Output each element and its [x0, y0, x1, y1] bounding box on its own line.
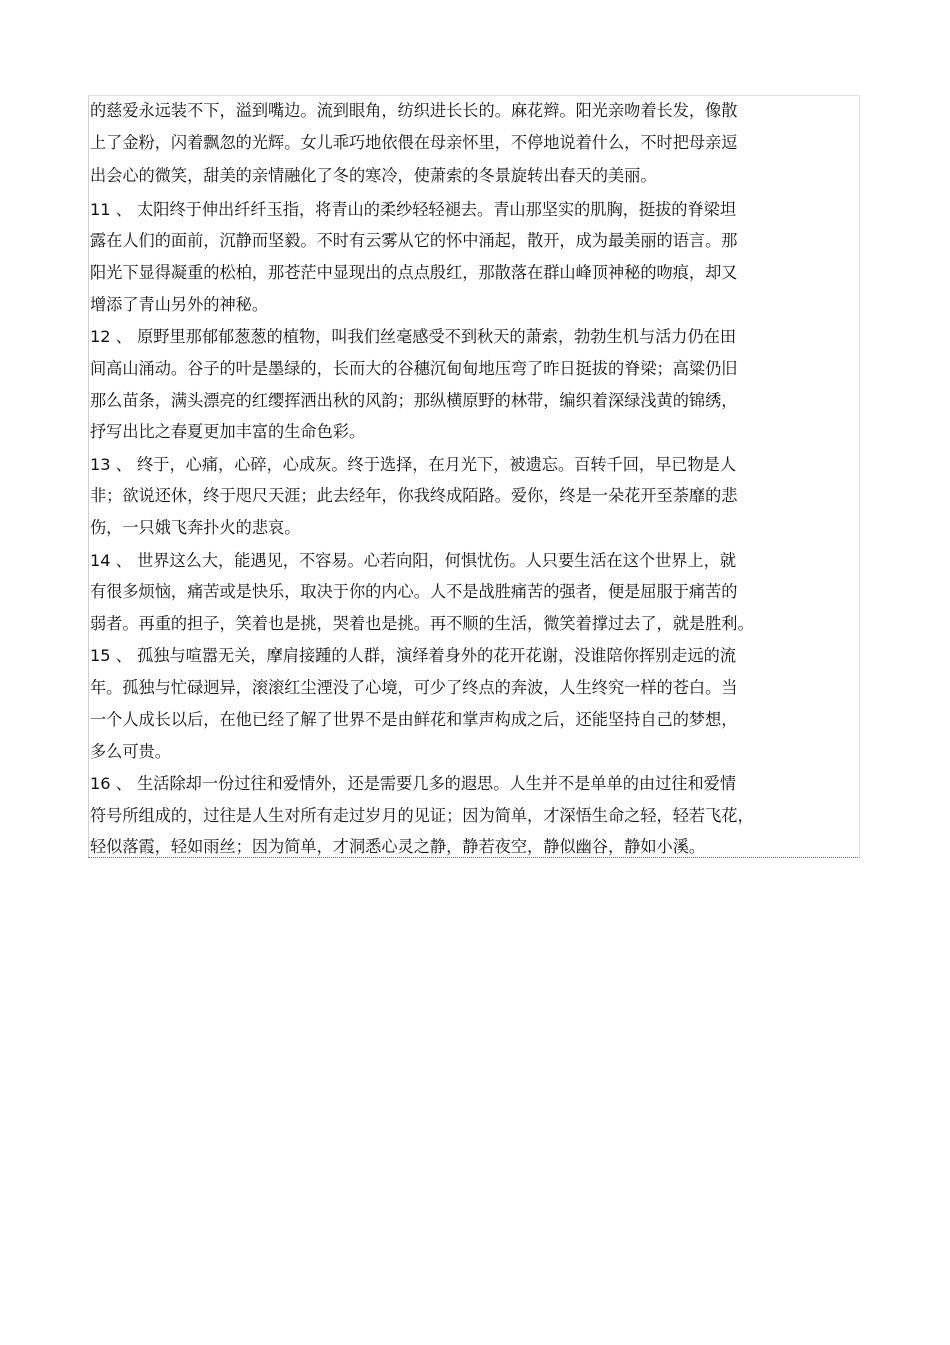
text-line: 12 、 原野里那郁郁葱葱的植物，叫我们丝毫感受不到秋天的萧索，勃勃生机与活力仍在田: [90, 327, 737, 346]
text-line: 间高山涌动。谷子的叶是墨绿的，长而大的谷穗沉甸甸地压弯了昨日挺拔的脊梁；高粱仍旧: [90, 359, 738, 378]
text-line: 年。孤独与忙碌迥异，滚滚红尘湮没了心境，可少了终点的奔波，人生终究一样的苍白。当: [90, 678, 738, 697]
text-line: 一个人成长以后，在他已经了解了世界不是由鲜花和掌声构成之后，还能坚持自己的梦想，: [90, 710, 738, 729]
text-line: 上了金粉，闪着飘忽的光辉。女儿乖巧地依偎在母亲怀里，不停地说着什么，不时把母亲逗: [90, 133, 738, 152]
text-line: 11 、 太阳终于伸出纤纤玉指，将青山的柔纱轻轻褪去。青山那坚实的肌胸，挺拔的脊梁坦: [90, 200, 737, 219]
text-line: 有很多烦恼，痛苦或是快乐，取决于你的内心。人不是战胜痛苦的强者，便是屈服于痛苦的: [90, 582, 738, 601]
text-line: 抒写出比之春夏更加丰富的生命色彩。: [90, 422, 366, 441]
text-line: 13 、 终于，心痛，心碎，心成灰。终于选择，在月光下，被遗忘。百转千回，早已物是人: [90, 455, 737, 474]
text-line: 出会心的微笑，甜美的亲情融化了冬的寒冷，使萧索的冬景旋转出春天的美丽。: [90, 166, 657, 185]
text-line: 14 、 世界这么大，能遇见，不容易。心若向阳，何惧忧伤。人只要生活在这个世界上，就: [90, 551, 737, 570]
text-line: 轻似落霞，轻如雨丝；因为简单，才洞悉心灵之静，静若夜空，静似幽谷，静如小溪。: [90, 837, 706, 856]
text-line: 阳光下显得凝重的松柏，那苍茫中显现出的点点殷红，那散落在群山峰顶神秘的吻痕，却又: [90, 263, 738, 282]
text-line: 露在人们的面前，沉静而坚毅。不时有云雾从它的怀中涌起，散开，成为最美丽的语言。那: [90, 231, 738, 250]
text-line: 15 、 孤独与喧嚣无关，摩肩接踵的人群，演绎着身外的花开花谢，没谁陪你挥别走远的流: [90, 646, 737, 665]
text-line: 多么可贵。: [90, 742, 171, 761]
text-line: 弱者。再重的担子，笑着也是挑，哭着也是挑。再不顺的生活，微笑着撑过去了，就是胜利。: [90, 614, 754, 633]
text-line: 非；欲说还休，终于咫尺天涯；此去经年，你我终成陌路。爱你，终是一朵花开至荼靡的悲: [90, 486, 738, 505]
text-line: 的慈爱永远装不下，溢到嘴边。流到眼角，纺织进长长的。麻花辫。阳光亲吻着长发，像散: [90, 101, 738, 120]
text-line: 那么苗条，满头漂亮的红缨挥洒出秋的风韵；那纵横原野的林带，编织着深绿浅黄的锦绣，: [90, 391, 738, 410]
text-line: 16 、 生活除却一份过往和爱情外，还是需要几多的遐思。人生并不是单单的由过往和爱情: [90, 774, 737, 793]
text-line: 符号所组成的，过往是人生对所有走过岁月的见证；因为简单，才深悟生命之轻，轻若飞花，: [90, 806, 754, 825]
text-line: 伤，一只娥飞奔扑火的悲哀。: [90, 518, 301, 537]
text-line: 增添了青山另外的神秘。: [90, 295, 269, 314]
